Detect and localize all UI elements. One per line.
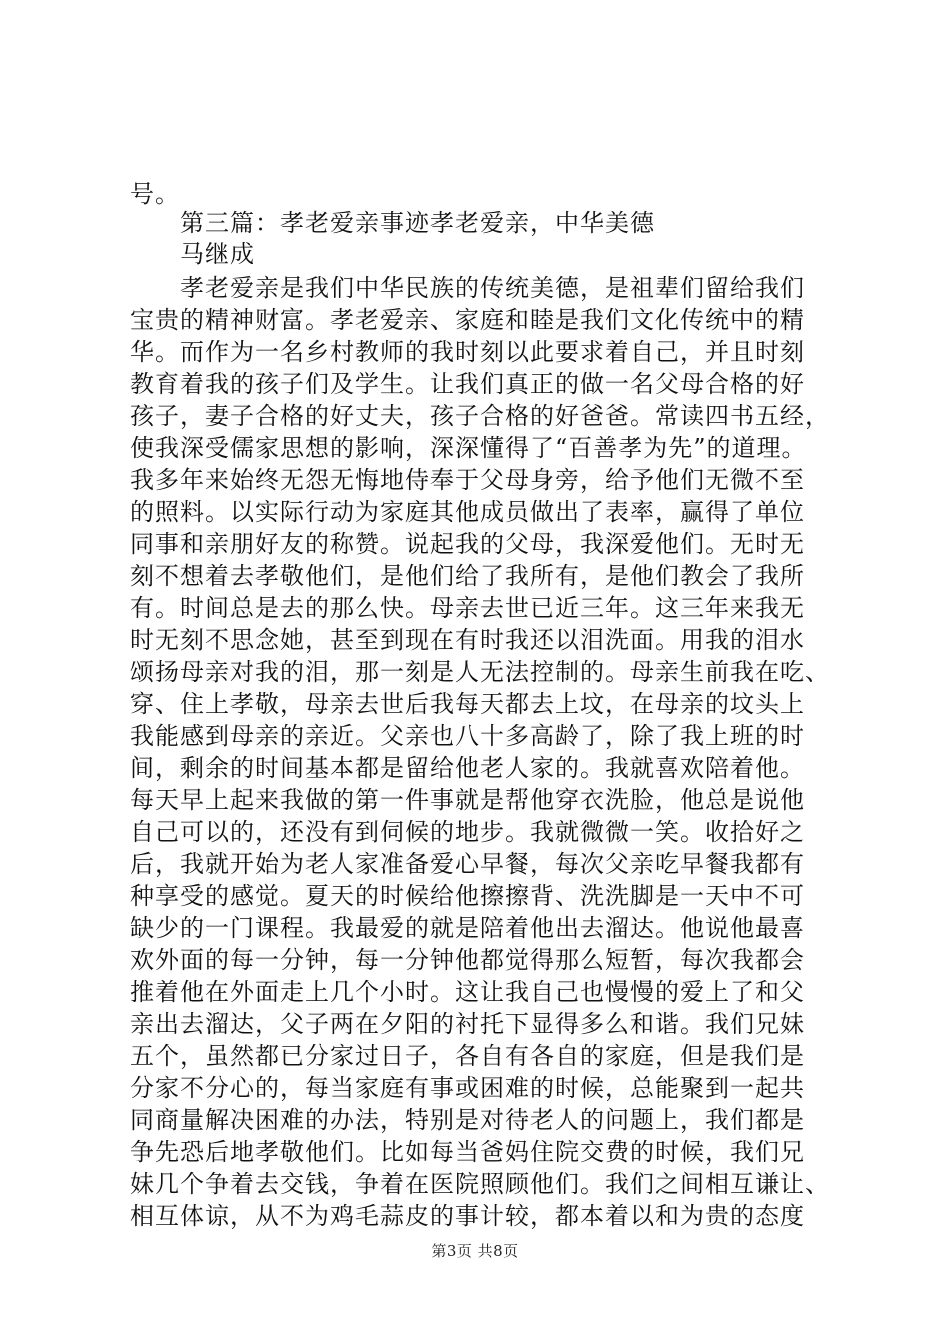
page-number-footer: 第3页 共8页 — [431, 1242, 519, 1260]
text-line: 推着他在外面走上几个小时。这让我自己也慢慢的爱上了和父 — [130, 978, 805, 1006]
section-heading: 第三篇：孝老爱亲事迹孝老爱亲，中华美德 — [180, 209, 655, 237]
author-name: 马继成 — [180, 240, 255, 268]
text-line: 种享受的感觉。夏天的时候给他擦擦背、洗洗脚是一天中不可 — [130, 882, 805, 910]
text-line: 的照料。以实际行动为家庭其他成员做出了表率，赢得了单位 — [130, 498, 805, 526]
text-line: 颂扬母亲对我的泪，那一刻是人无法控制的。母亲生前我在吃、 — [130, 658, 830, 686]
text-line: 五个，虽然都已分家过日子，各自有各自的家庭，但是我们是 — [130, 1042, 805, 1070]
text-line: 亲出去溜达，父子两在夕阳的衬托下显得多么和谐。我们兄妹 — [130, 1010, 805, 1038]
text-line: 相互体谅，从不为鸡毛蒜皮的事计较，都本着以和为贵的态度 — [130, 1202, 805, 1230]
text-line: 后，我就开始为老人家准备爱心早餐，每次父亲吃早餐我都有 — [130, 850, 805, 878]
text-line: 分家不分心的，每当家庭有事或困难的时候，总能聚到一起共 — [130, 1074, 805, 1102]
text-line: 欢外面的每一分钟，每一分钟他都觉得那么短暂，每次我都会 — [130, 946, 805, 974]
text-line: 缺少的一门课程。我最爱的就是陪着他出去溜达。他说他最喜 — [130, 914, 805, 942]
text-line: 间，剩余的时间基本都是留给他老人家的。我就喜欢陪着他。 — [130, 754, 805, 782]
text-line: 争先恐后地孝敬他们。比如每当爸妈住院交费的时候，我们兄 — [130, 1138, 805, 1166]
text-line: 号。 — [130, 180, 180, 208]
text-line: 每天早上起来我做的第一件事就是帮他穿衣洗脸，他总是说他 — [130, 786, 805, 814]
text-line: 教育着我的孩子们及学生。让我们真正的做一名父母合格的好 — [130, 370, 805, 398]
text-line: 自己可以的，还没有到伺候的地步。我就微微一笑。收拾好之 — [130, 818, 805, 846]
text-line: 宝贵的精神财富。孝老爱亲、家庭和睦是我们文化传统中的精 — [130, 306, 805, 334]
text-line: 同商量解决困难的办法，特别是对待老人的问题上，我们都是 — [130, 1106, 805, 1134]
paragraph-first-line: 孝老爱亲是我们中华民族的传统美德，是祖辈们留给我们 — [180, 274, 805, 302]
text-line: 有。时间总是去的那么快。母亲去世已近三年。这三年来我无 — [130, 594, 805, 622]
text-line: 我多年来始终无怨无悔地侍奉于父母身旁，给予他们无微不至 — [130, 466, 805, 494]
text-line: 同事和亲朋好友的称赞。说起我的父母，我深爱他们。无时无 — [130, 530, 805, 558]
text-line: 孩子，妻子合格的好丈夫，孩子合格的好爸爸。常读四书五经， — [130, 402, 830, 430]
text-line: 华。而作为一名乡村教师的我时刻以此要求着自己，并且时刻 — [130, 338, 805, 366]
text-line: 使我深受儒家思想的影响，深深懂得了“百善孝为先”的道理。 — [130, 434, 807, 462]
text-line: 穿、住上孝敬，母亲去世后我每天都去上坟，在母亲的坟头上 — [130, 690, 805, 718]
text-line: 时无刻不思念她，甚至到现在有时我还以泪洗面。用我的泪水 — [130, 626, 805, 654]
text-line: 妹几个争着去交钱，争着在医院照顾他们。我们之间相互谦让、 — [130, 1170, 830, 1198]
text-line: 刻不想着去孝敬他们，是他们给了我所有，是他们教会了我所 — [130, 562, 805, 590]
text-line: 我能感到母亲的亲近。父亲也八十多高龄了，除了我上班的时 — [130, 722, 805, 750]
